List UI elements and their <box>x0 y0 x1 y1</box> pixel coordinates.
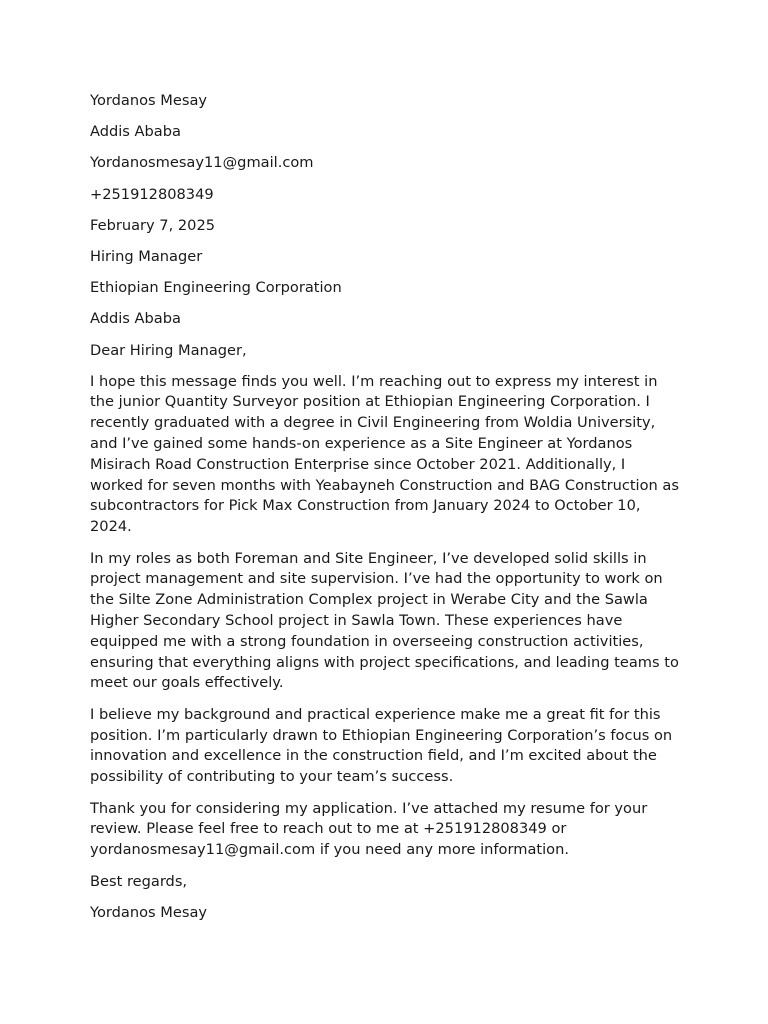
signature: Yordanos Mesay <box>90 903 208 921</box>
recipient-company: Ethiopian Engineering Corporation <box>90 279 342 297</box>
body-paragraph-2: In my roles as both Foreman and Site Engineer, I’ve developed solid skills in project management and site supervision. I’ve had the opportunity to work on the Silte Zone Administration Complex project in Werabe City and the Sawla Higher Secondary School project in Sawla Town. These experiences have equipped me with a strong foundation in overseeing construction activities, ensuring that everything aligns with project specifications, and leading teams to meet our goals effectively. <box>90 549 679 692</box>
salutation: Dear Hiring Manager, <box>90 341 247 359</box>
sender-phone: +251912808349 <box>90 185 214 203</box>
sender-email: Yordanosmesay11@gmail.com <box>90 154 314 172</box>
cover-letter <box>90 91 682 934</box>
body-paragraph-3: I believe my background and practical experience make me a great fit for this position. I’m particularly drawn to Ethiopian Engineering Corporation’s focus on innovation and excellence in the construction field, and I’m excited about the possibility of contributing to your team’s success. <box>90 705 673 786</box>
recipient-city: Addis Ababa <box>90 310 181 328</box>
letter-date: February 7, 2025 <box>90 216 216 234</box>
sender-city: Addis Ababa <box>90 123 181 141</box>
closing: Best regards, <box>90 872 188 890</box>
sender-name: Yordanos Mesay <box>90 92 208 109</box>
body-paragraph-1: I hope this message finds you well. I’m reaching out to express my interest in the junior Quantity Surveyor position at Ethiopian Engineering Corporation. I recently graduated with a degree in Civil Engineering from Woldia University, and I’ve gained some hands-on experience as a Site Engineer at Yordanos Misirach Road Construction Enterprise since October 2021. Additionally, I worked for seven months with Yeabayneh Construction and BAG Construction as subcontractors for Pick Max Construction from January 2024 to October 10, 2024. <box>90 372 679 536</box>
body-paragraph-4: Thank you for considering my application. I’ve attached my resume for your review. Please feel free to reach out to me at +251912808349 or yordanosmesay11@gmail.com if you need any more information. <box>90 799 648 859</box>
recipient-title: Hiring Manager <box>90 247 203 265</box>
